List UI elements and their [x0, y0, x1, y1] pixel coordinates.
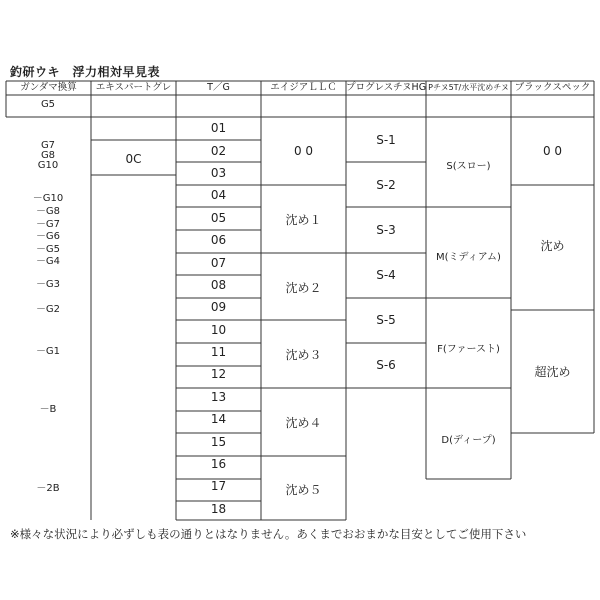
header-black: ブラックスペック [514, 82, 591, 93]
tg-cell-02: 02 [210, 143, 227, 158]
black-cell-0: 0 0 [542, 144, 563, 158]
gandama-mg2: －G2 [35, 304, 61, 315]
pchinu-cell-2: F(ファースト) [437, 344, 500, 355]
pchinu-cell-0: S(スロー) [446, 161, 491, 172]
gandama-mg5: －G5 [35, 244, 61, 255]
pchinu-cell-3: D(ディープ) [441, 435, 496, 446]
gandama-mg6: －G6 [35, 231, 61, 242]
header-gandama: ガンダマ換算 [20, 82, 77, 93]
tg-cell-12: 12 [210, 367, 227, 382]
header-puroguresu: プログレスチヌHG [346, 82, 426, 93]
tg-cell-08: 08 [210, 277, 227, 292]
eijia-cell-0: 0 0 [293, 144, 314, 158]
tg-cell-07: 07 [210, 255, 227, 270]
black-cell-2: 超沈め [534, 365, 571, 379]
tg-cell-13: 13 [210, 389, 227, 404]
gandama-mg4: －G4 [35, 256, 61, 267]
puroguresu-cell-0: S-1 [376, 133, 396, 147]
eijia-cell-1: 沈め１ [285, 213, 322, 227]
eijia-cell-2: 沈め２ [285, 281, 322, 295]
puroguresu-cell-5: S-6 [376, 358, 396, 372]
tg-cell-15: 15 [210, 434, 227, 449]
tg-cell-16: 16 [210, 457, 227, 472]
header-tg: T／G [207, 82, 230, 93]
tg-cell-05: 05 [210, 210, 227, 225]
header-ekisupaato: エキスパートグレ [95, 82, 172, 93]
gandama-mg3: －G3 [35, 279, 61, 290]
gandama-g8: G8 [40, 150, 56, 161]
tg-cell-10: 10 [210, 322, 227, 337]
tg-cell-03: 03 [210, 165, 227, 180]
gandama-g5: G5 [40, 99, 56, 110]
pchinu-cell-1: M(ミディアム) [436, 252, 501, 263]
gandama-m2b: －2B [36, 483, 60, 494]
puroguresu-cell-4: S-5 [376, 313, 396, 327]
gandama-mb: －B [39, 404, 57, 415]
gandama-mg10: －G10 [32, 193, 64, 204]
puroguresu-cell-1: S-2 [376, 178, 396, 192]
gandama-mg1: －G1 [35, 346, 61, 357]
tg-cell-11: 11 [210, 345, 227, 360]
gandama-g7: G7 [40, 140, 56, 151]
tg-cell-17: 17 [210, 479, 227, 494]
gandama-g10: G10 [37, 160, 59, 171]
eijia-cell-5: 沈め５ [285, 483, 322, 497]
gandama-mg7: －G7 [35, 219, 61, 230]
tg-cell-06: 06 [210, 233, 227, 248]
black-cell-1: 沈め [540, 239, 565, 253]
eijia-cell-3: 沈め３ [285, 348, 322, 362]
tg-cell-01: 01 [210, 121, 227, 136]
puroguresu-cell-2: S-3 [376, 223, 396, 237]
header-eijia: エイジアＬＬＣ [270, 82, 337, 93]
ekisupaato-oc: 0C [125, 152, 142, 166]
tg-cell-09: 09 [210, 300, 227, 315]
tg-cell-18: 18 [210, 501, 227, 516]
footer-note: ※様々な状況により必ずしも表の通りとはなりません。あくまでおおまかな目安としてご使用下さい [10, 527, 527, 541]
page-title: 釣研ウキ 浮力相対早見表 [10, 65, 161, 79]
puroguresu-cell-3: S-4 [376, 268, 396, 282]
tg-cell-14: 14 [210, 412, 227, 427]
gandama-mg8: －G8 [35, 206, 61, 217]
header-pchinu: Pチヌ5T/水平沈めチヌ [428, 83, 509, 92]
tg-cell-04: 04 [210, 188, 227, 203]
eijia-cell-4: 沈め４ [285, 416, 322, 430]
